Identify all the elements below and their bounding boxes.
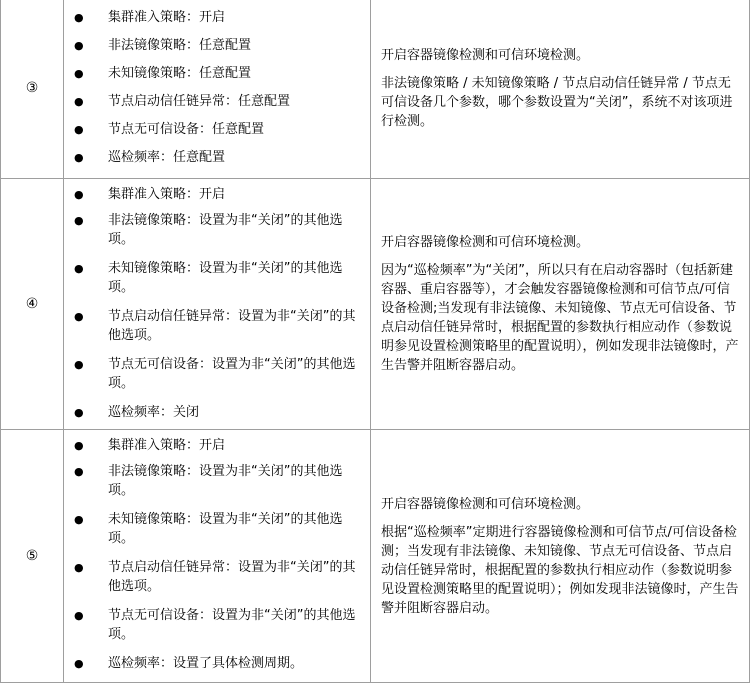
list-item: ● 非法镜像策略：设置为非“关闭”的其他选项。 [74, 464, 343, 498]
list-item: ● 集群准入策略：开启 [74, 10, 226, 25]
bullet-icon: ● [74, 262, 84, 275]
list-item: ● 巡检频率：设置了具体检测周期。 [74, 656, 304, 671]
description-detail: 因为“巡检频率”为“关闭”，所以只有在启动容器时（包括新建容器、重启容器等），才会触发容器镜像检测和可信节点/可信设备检测;当发现有非法镜像、未知镜像、节点无可信设备、节点启动信任链异常时，根据配置的参数执行相应动作（参数说明参见设置检测策略里的配置说明），例如发现非法镜像时，产生告警并阻断容器启动。 [381, 263, 739, 373]
list-item: ● 巡检频率：任意配置 [74, 150, 226, 165]
list-item: ● 节点无可信设备：任意配置 [74, 122, 265, 137]
config-list-cell [64, 430, 371, 683]
description-summary: 开启容器镜像检测和可信环境检测。 [381, 47, 590, 63]
bullet-icon: ● [74, 561, 84, 574]
bullet-icon: ● [74, 657, 84, 670]
list-item: ● 节点启动信任链异常：任意配置 [74, 94, 291, 109]
row-number: ⑤ [1, 430, 64, 683]
config-list-cell [64, 0, 371, 179]
bullet-icon: ● [74, 11, 84, 24]
description-cell [371, 0, 750, 179]
row-number: ④ [1, 179, 64, 430]
description-summary: 开启容器镜像检测和可信环境检测。 [381, 496, 590, 512]
description-cell [371, 430, 750, 683]
list-item: ● 非法镜像策略：设置为非“关闭”的其他选项。 [74, 213, 343, 247]
table-row [1, 430, 750, 683]
bullet-icon: ● [74, 188, 84, 201]
bullet-icon: ● [74, 358, 84, 371]
table-row [1, 179, 750, 430]
bullet-icon: ● [74, 39, 84, 52]
description-summary: 开启容器镜像检测和可信环境检测。 [381, 235, 590, 250]
list-item: ● 未知镜像策略：任意配置 [74, 66, 252, 81]
bullet-icon: ● [74, 406, 84, 419]
config-list-cell [64, 179, 371, 430]
bullet-icon: ● [74, 439, 84, 452]
list-item: ● 集群准入策略：开启 [74, 187, 226, 202]
bullet-icon: ● [74, 609, 84, 622]
row-number: ③ [1, 0, 64, 179]
bullet-icon: ● [74, 465, 84, 478]
bullet-icon: ● [74, 310, 84, 323]
table-row [1, 0, 750, 179]
description-detail: 根据“巡检频率”定期进行容器镜像检测和可信节点/可信设备检测；当发现有非法镜像、未知镜像、节点无可信设备、节点启动信任链异常时，根据配置的参数执行相应动作（参数说明参见设置检测策略里的配置说明）；例如发现非法镜像时，产生告警并阻断容器启动。 [381, 524, 739, 616]
list-item: ● 未知镜像策略：设置为非“关闭”的其他选项。 [74, 512, 343, 546]
config-list [64, 430, 370, 680]
list-item: ● 节点启动信任链异常：设置为非“关闭”的其他选项。 [74, 560, 356, 594]
list-item: ● 集群准入策略：开启 [74, 438, 226, 453]
list-item: ● 节点启动信任链异常：设置为非“关闭”的其他选项。 [74, 309, 356, 343]
bullet-icon: ● [74, 151, 84, 164]
bullet-icon: ● [74, 214, 84, 227]
description-cell [371, 179, 750, 430]
bullet-icon: ● [74, 67, 84, 80]
list-item: ● 未知镜像策略：设置为非“关闭”的其他选项。 [74, 261, 343, 295]
list-item: ● 节点无可信设备：设置为非“关闭”的其他选项。 [74, 608, 356, 642]
config-list [64, 179, 370, 429]
bullet-icon: ● [74, 513, 84, 526]
config-list [64, 0, 370, 176]
description-detail: 非法镜像策略 / 未知镜像策略 / 节点启动信任链异常 / 节点无可信设备几个参数，哪个参数设置为“关闭”，系统不对该项进行检测。 [381, 75, 733, 129]
list-item: ● 巡检频率：关闭 [74, 405, 200, 420]
bullet-icon: ● [74, 123, 84, 136]
list-item: ● 节点无可信设备：设置为非“关闭”的其他选项。 [74, 357, 356, 391]
bullet-icon: ● [74, 95, 84, 108]
list-item: ● 非法镜像策略：任意配置 [74, 38, 252, 53]
